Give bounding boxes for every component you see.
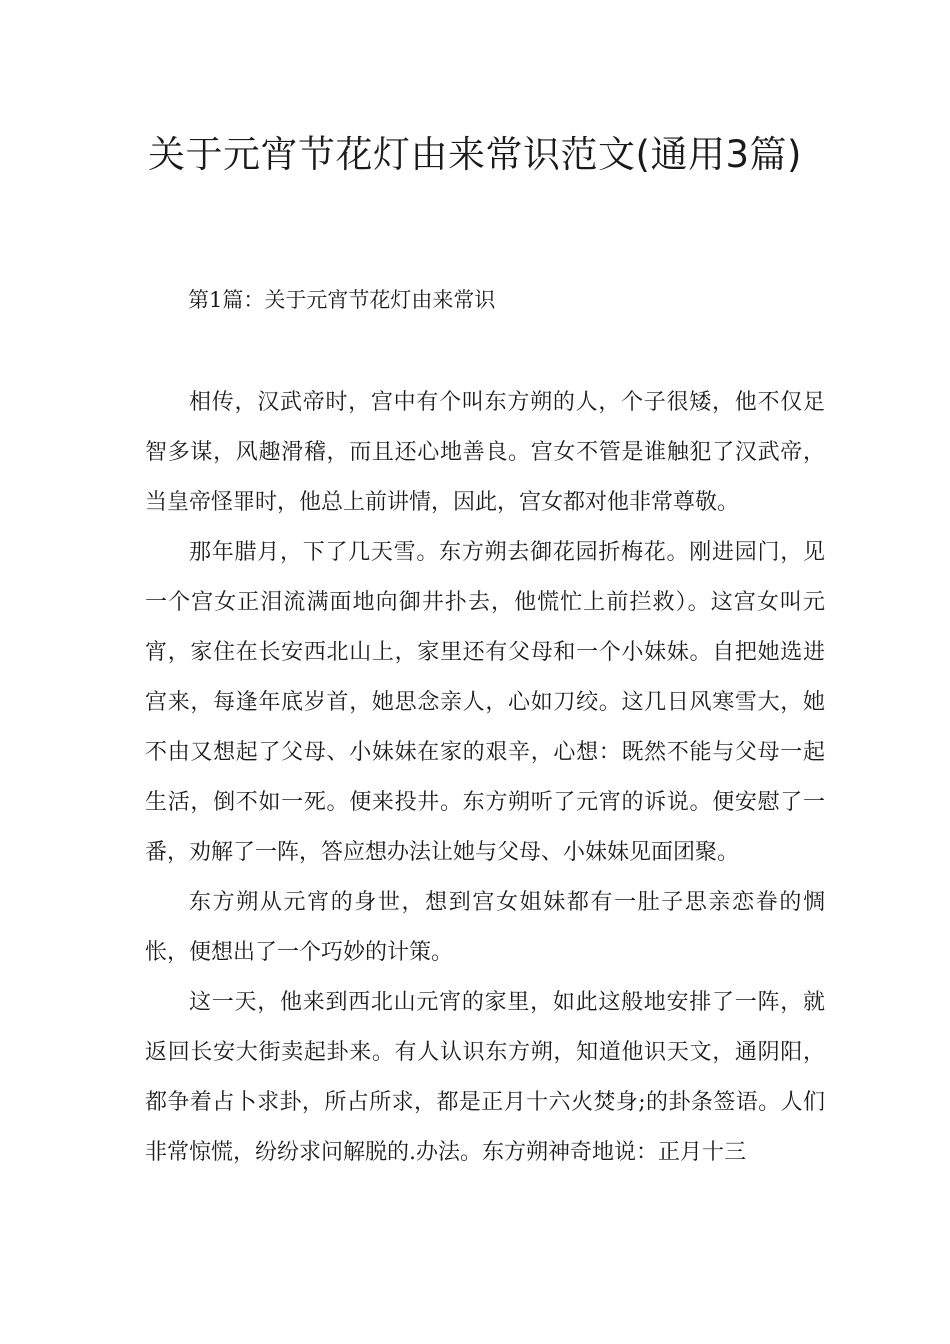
paragraph: 这一天，他来到西北山元宵的家里，如此这般地安排了一阵，就返回长安大街卖起卦来。有人认识东方朔，知道他识天文，通阴阳，都争着占卜求卦，所占所求，都是正月十六火焚身;的卦条签语。人们非常惊慌，纷纷求问解脱的.办法。东方朔神奇地说：正月十三 (145, 990, 825, 1165)
paragraph: 那年腊月，下了几天雪。东方朔去御花园折梅花。刚进园门，见一个宫女正泪流满面地向御井扑去，他慌忙上前拦救）。这宫女叫元宵，家住在长安西北山上，家里还有父母和一个小妹妹。自把她选进宫来，每逢年底岁首，她思念亲人，心如刀绞。这几日风寒雪大，她不由又想起了父母、小妹妹在家的艰辛，心想：既然不能与父母一起生活，倒不如一死。便来投井。东方朔听了元宵的诉说。便安慰了一番，劝解了一阵，答应想办法让她与父母、小妹妹见面团聚。 (145, 540, 825, 865)
document-title: 关于元宵节花灯由来常识范文(通用3篇) (148, 133, 802, 176)
document-body (145, 378, 825, 1178)
section-heading: 第1篇：关于元宵节花灯由来常识 (188, 288, 496, 312)
paragraph: 相传，汉武帝时，宫中有个叫东方朔的人，个子很矮，他不仅足智多谋，风趣滑稽，而且还心地善良。宫女不管是谁触犯了汉武帝，当皇帝怪罪时，他总上前讲情，因此，宫女都对他非常尊敬。 (145, 390, 825, 515)
paragraph: 东方朔从元宵的身世，想到宫女姐妹都有一肚子思亲恋眷的惆怅，便想出了一个巧妙的计策。 (145, 890, 825, 965)
